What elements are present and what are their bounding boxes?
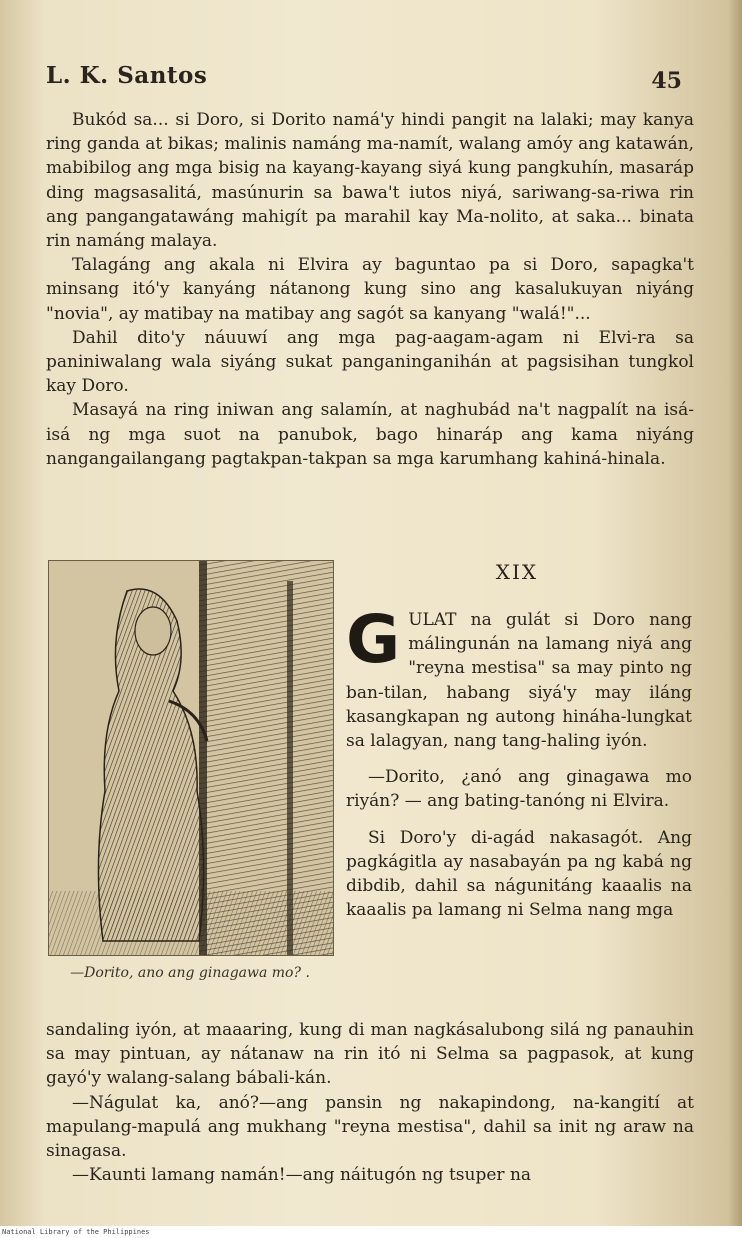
page-number: 45 <box>651 68 682 94</box>
drop-cap: G <box>346 601 401 678</box>
opening-text: ULAT na gulát si Doro nang málingunán na lamang niyá ang "reyna mestisa" sa may pinto ng ban-tilan, habang siyá'y may iláng kasangkapan ng autong hináha-lungkat sa lalagyan, nang tang-haling iyón. <box>346 610 692 752</box>
paragraph: Masayá na ring iniwan ang salamín, at naghubád na't nagpalít na isá-isá ng mga suot na panubok, bago hinaráp ang kama niyáng nangangailangang pagtakpan-takpan sa mga karumhang kahiná-hinala. <box>46 400 694 469</box>
footer-credit: National Library of the Philippines <box>2 1228 150 1236</box>
paragraph: Si Doro'y di-agád nakasagót. Ang pagkágitla ay nasabayán pa ng kabá ng dibdib, dahil sa nágunitáng kaaalis na kaaalis pa lamang ni Selma nang mga <box>346 827 692 921</box>
paragraph: Bukód sa... si Doro, si Dorito namá'y hindi pangit na lalaki; may kanya ring ganda at bikas; malinis namáng ma-namít, walang amóy ang katawán, mabibilog ang mga bisig na kayang-kayang siyá kung pangkuhín, masaráp ding magsasalitá, masúnurin sa bawa't iutos niyá, sariwang-sa-riwa rin ang pangangatawáng mahigít pa marahil kay Ma-nolito, at saka... binata rin namáng malaya. <box>46 110 694 252</box>
running-head: L. K. Santos <box>46 62 208 89</box>
illustration-drawing <box>49 561 333 955</box>
paragraph: —Kaunti lamang namán!—ang náitugón ng tsuper na <box>72 1165 532 1186</box>
chapter-opening-paragraph <box>346 601 692 753</box>
paragraph: Dahil dito'y náuuwí ang mga pag-aagam-agam ni Elvi-ra sa paniniwalang wala siyáng sukat panganinganihán at pagsisihan tungkol kay Doro. <box>46 327 694 397</box>
chapter-column <box>346 601 692 934</box>
chapter-number: XIX <box>495 560 539 584</box>
page-edge-shadow <box>728 0 742 1226</box>
illustration-woman-at-door <box>48 560 334 956</box>
paragraph: sandaling iyón, at maaaring, kung di man nagkásalubong silá ng panauhin sa may pintuan, ay nátanaw na rin itó ni Selma sa pagpasok, at kung gayó'y walang-salang bábali-kán. <box>46 1020 694 1089</box>
body-text-top <box>46 108 694 471</box>
page-header <box>46 62 682 96</box>
illustration-caption: —Dorito, ano ang ginagawa mo? . <box>70 965 310 981</box>
paragraph: —Nágulat ka, anó?—ang pansin ng nakapindong, na-kangití at mapulang-mapulá ang mukhang "reyna mestisa", dahil sa init ng araw na sinagasa. <box>46 1092 694 1162</box>
paragraph: —Dorito, ¿anó ang ginagawa mo riyán? — ang bating-tanóng ni Elvira. <box>346 767 692 812</box>
paragraph: Talagáng ang akala ni Elvira ay baguntao pa si Doro, sapagka't minsang itó'y kanyáng nátanong kung sino ang kasalukuyan niyáng "novia", ay matibay na matibay ang sagót sa kanyang "walá!"... <box>46 255 694 324</box>
body-text-bottom <box>46 1018 694 1187</box>
